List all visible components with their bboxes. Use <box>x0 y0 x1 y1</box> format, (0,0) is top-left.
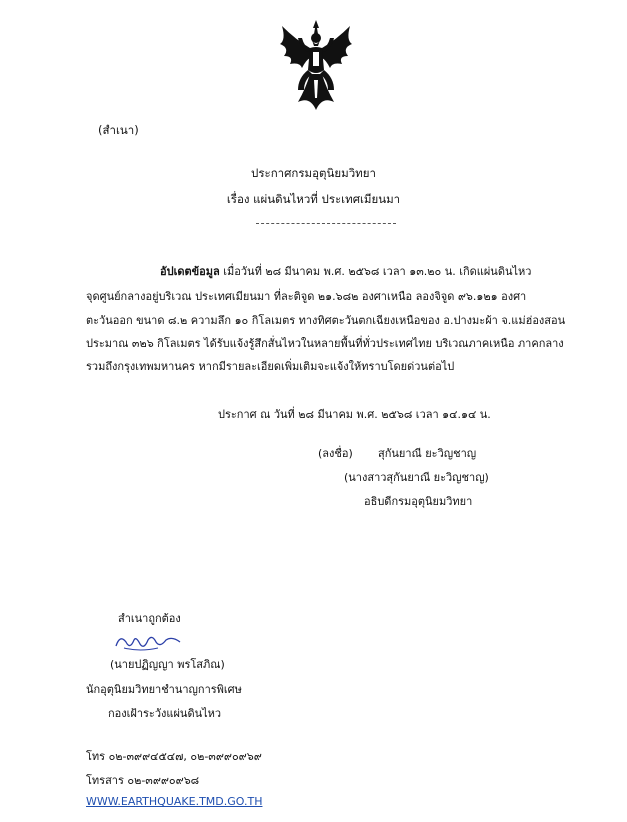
announcement-subject: เรื่อง แผ่นดินไหวที่ ประเทศเมียนมา <box>226 192 401 206</box>
website-link[interactable]: WWW.EARTHQUAKE.TMD.GO.TH <box>86 795 263 808</box>
signer-full-name: (นางสาวสุกันยาณี ยะวิญชาญ) <box>344 471 489 484</box>
signed-name: สุกันยาณี ยะวิญชาญ <box>378 447 477 460</box>
body-line-5: รวมถึงกรุงเทพมหานคร หากมีรายละเอียดเพิ่มเติมจะแจ้งให้ทราบโดยด่วนต่อไป <box>86 360 455 373</box>
announcement-title: ประกาศกรมอุตุนิยมวิทยา <box>251 166 376 180</box>
announced-date: ประกาศ ณ วันที่ ๒๘ มีนาคม พ.ศ. ๒๕๖๘ เวลา ๑๔.๑๔ น. <box>218 408 491 421</box>
certified-label: สำเนาถูกต้อง <box>118 612 181 625</box>
title-separator <box>256 223 396 224</box>
certifier-position: นักอุตุนิยมวิทยาชำนาญการพิเศษ <box>86 683 242 696</box>
certifier-name: (นายปฏิญญา พรโสภิณ) <box>110 658 225 671</box>
garuda-emblem-icon <box>276 18 356 118</box>
contact-fax: โทรสาร ๐๒-๓๙๙๐๙๖๘ <box>86 774 200 787</box>
body-line-1 <box>160 262 531 280</box>
body-line-3: ตะวันออก ขนาด ๘.๒ ความลึก ๑๐ กิโลเมตร ทางทิศตะวันตกเฉียงเหนือของ อ.ปางมะผ้า จ.แม่ฮ่องสอน <box>86 314 566 327</box>
copy-label: (สำเนา) <box>98 123 139 137</box>
signer-position: อธิบดีกรมอุตุนิยมวิทยา <box>364 495 473 508</box>
handwritten-signature <box>110 630 190 656</box>
contact-phone: โทร ๐๒-๓๙๙๔๕๔๗, ๐๒-๓๙๙๐๙๖๙ <box>86 750 262 763</box>
certifier-division: กองเฝ้าระวังแผ่นดินไหว <box>108 707 222 720</box>
body-line-4: ประมาณ ๓๒๖ กิโลเมตร ได้รับแจ้งรู้สึกสั่นไหวในหลายพื้นที่ทั่วประเทศไทย บริเวณภาคเหนือ ภาคกลาง <box>86 337 564 350</box>
update-lead: อัปเดตข้อมูล <box>160 265 220 278</box>
body-line-1-text: เมื่อวันที่ ๒๘ มีนาคม พ.ศ. ๒๕๖๘ เวลา ๑๓.๒๐ น. เกิดแผ่นดินไหว <box>223 265 532 278</box>
signed-prefix: (ลงชื่อ) <box>318 447 353 460</box>
body-line-2: จุดศูนย์กลางอยู่บริเวณ ประเทศเมียนมา ที่ละติจูด ๒๑.๖๘๒ องศาเหนือ ลองจิจูด ๙๖.๑๒๑ องศา <box>86 290 527 303</box>
